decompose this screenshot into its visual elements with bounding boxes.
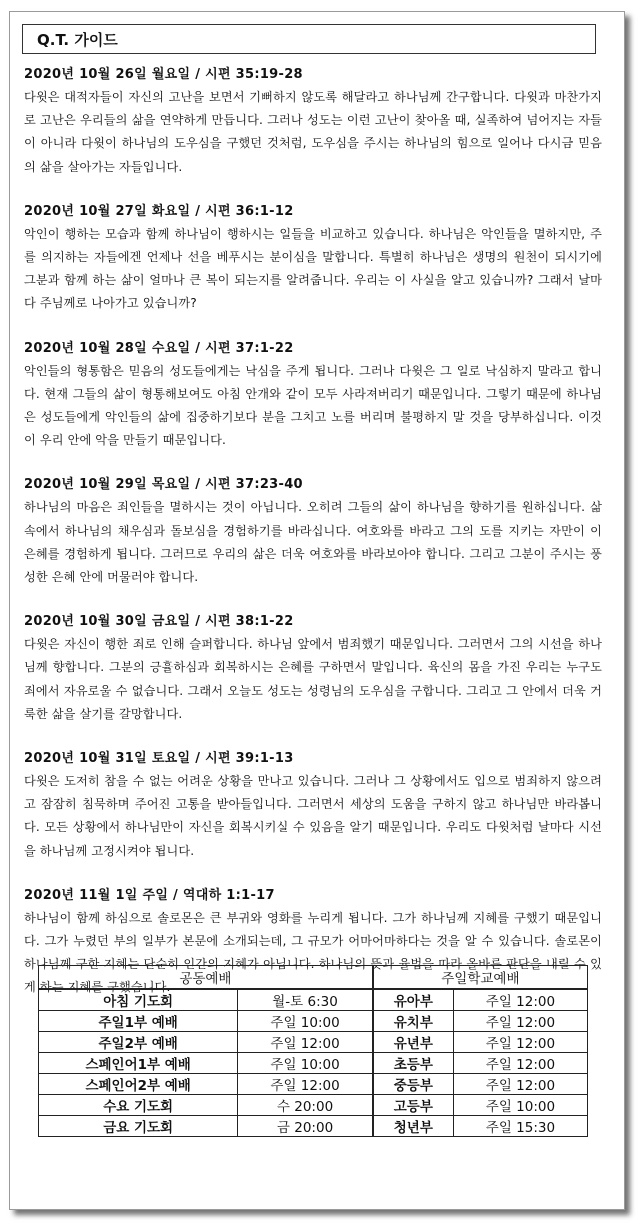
qt-entry — [24, 474, 602, 589]
service-name: 수요 기도회 — [39, 1095, 238, 1116]
dept-time: 주일 12:00 — [453, 1032, 587, 1053]
qt-entry-heading: 2020년 10월 30일 금요일 / 시편 38:1-22 — [24, 614, 294, 630]
qt-entry — [24, 611, 602, 726]
schedule-row — [39, 989, 588, 1011]
schedule-row — [39, 1053, 588, 1074]
service-time: 금 20:00 — [238, 1116, 373, 1137]
dept-time: 주일 12:00 — [453, 1074, 587, 1095]
service-time: 주일 10:00 — [238, 1053, 373, 1074]
service-name: 아침 기도회 — [39, 989, 238, 1011]
qt-entry-heading: 2020년 10월 27일 화요일 / 시편 36:1-12 — [24, 203, 294, 219]
schedule-row — [39, 1095, 588, 1116]
dept-name: 중등부 — [373, 1074, 454, 1095]
service-name: 주일2부 예배 — [39, 1032, 238, 1053]
qt-entry-text: 다윗은 도저히 참을 수 없는 어려운 상황을 만나고 있습니다. 그러나 그 상황에서도 입으로 범죄하지 않으려고 잠잠히 침묵하며 주어진 고통을 받아들입니다. 그러면서 세상의 도움을 구하지 않고 하나님만 바라봅니다. 모든 상황에서 하나님만이 자신을 회복시키실 수 있음을 알기 때문입니다. 우리도 다윗처럼 날마다 시선을 하나님께 고정시켜야 됩니다. — [24, 774, 602, 858]
dept-time: 주일 10:00 — [453, 1095, 587, 1116]
schedule-body — [39, 989, 588, 1137]
dept-name: 초등부 — [373, 1053, 454, 1074]
qt-entry — [24, 64, 602, 179]
qt-entry — [24, 748, 602, 863]
schedule-row — [39, 1074, 588, 1095]
dept-name: 유치부 — [373, 1011, 454, 1032]
qt-entry-text: 악인이 행하는 모습과 함께 하나님이 행하시는 일들을 비교하고 있습니다. 하나님은 악인들을 멸하지만, 주를 의지하는 자들에겐 언제나 선을 베푸시는 분이심을 말합니다. 특별히 하나님은 생명의 원천이 되시기에 그분과 함께 하는 삶이 얼마나 큰 복이 되는지를 알려줍니다. 우리는 이 사실을 알고 있습니까? 그래서 날마다 주님께로 나아가고 있습니까? — [24, 226, 602, 311]
qt-entry-text: 악인들의 형통함은 믿음의 성도들에게는 낙심을 주게 됩니다. 그러나 다윗은 그 일로 낙심하지 말라고 합니다. 현재 그들의 삶이 형통해보여도 아침 안개와 같이 모두 사라져버리기 때문입니다. 그렇기 때문에 하나님은 성도들에게 악인들의 삶에 집중하기보다 분을 그치고 노를 버리며 불평하지 말 것을 당부하십니다. 이것이 우리 안에 악을 만들기 때문입니다. — [24, 363, 602, 448]
qt-entry-text: 하나님이 함께 하심으로 솔로몬은 큰 부귀와 영화를 누리게 됩니다. 그가 하나님께 지혜를 구했기 때문입니다. 그가 누렸던 부의 일부가 본문에 소개되는데, 그 규모가 어마어마하다는 것을 알 수 있습니다. 솔로몬이 하나님께 구한 지혜는 단순히 인간의 지혜가 아닙니다. 하나님의 뜻과 율법을 따라 올바른 판단을 내릴 수 있게 하는 지혜를 구했습니다. — [24, 910, 602, 995]
service-time: 주일 10:00 — [238, 1011, 373, 1032]
qt-entry-heading: 2020년 10월 29일 목요일 / 시편 37:23-40 — [24, 477, 303, 493]
qt-entry-text: 다윗은 자신이 행한 죄로 인해 슬퍼합니다. 하나님 앞에서 범죄했기 때문입니다. 그러면서 그의 시선을 하나님께 향합니다. 그분의 긍휼하심과 회복하시는 은혜를 구하면서 말입니다. 육신의 몸을 가진 우리는 누구도 죄에서 자유로울 수 없습니다. 그래서 오늘도 성도는 성령님의 도우심을 구합니다. 그리고 그 안에서 더욱 거룩한 삶을 살기를 갈망합니다. — [24, 637, 602, 721]
service-name: 주일1부 예배 — [39, 1011, 238, 1032]
worship-schedule-table — [38, 965, 588, 1137]
schedule-row — [39, 1116, 588, 1137]
dept-name: 유년부 — [373, 1032, 454, 1053]
dept-name: 청년부 — [373, 1116, 454, 1137]
dept-time: 주일 15:30 — [453, 1116, 587, 1137]
dept-name: 고등부 — [373, 1095, 454, 1116]
service-time: 수 20:00 — [238, 1095, 373, 1116]
dept-name: 유아부 — [373, 989, 454, 1011]
schedule-row — [39, 1032, 588, 1053]
service-time: 주일 12:00 — [238, 1032, 373, 1053]
dept-time: 주일 12:00 — [453, 1011, 587, 1032]
qt-entry-text: 다윗은 대적자들이 자신의 고난을 보면서 기뻐하지 않도록 해달라고 하나님께 간구합니다. 다윗과 마찬가지로 고난은 우리들의 삶을 연약하게 만듭니다. 그러나 성도는 이런 고난이 찾아올 때, 실족하여 넘어지는 자들이 아니라 다윗이 하나님의 도우심을 구했던 것처럼, 도우심을 주시는 하나님의 힘으로 일어나 다시금 믿음의 삶을 살아가는 자들입니다. — [24, 90, 602, 174]
schedule-header-sunday-school: 주일학교예배 — [373, 966, 588, 990]
dept-time: 주일 12:00 — [453, 1053, 587, 1074]
qt-entry-heading: 2020년 10월 28일 수요일 / 시편 37:1-22 — [24, 340, 294, 356]
schedule-header-common-worship: 공동예배 — [39, 966, 373, 990]
service-time: 주일 12:00 — [238, 1074, 373, 1095]
qt-entries — [24, 64, 602, 1022]
dept-time: 주일 12:00 — [453, 989, 587, 1011]
qt-entry-heading: 2020년 10월 31일 토요일 / 시편 39:1-13 — [24, 751, 294, 767]
qt-entry-heading: 2020년 11월 1일 주일 / 역대하 1:1-17 — [24, 887, 275, 903]
qt-entry-text: 하나님의 마음은 죄인들을 멸하시는 것이 아닙니다. 오히려 그들의 삶이 하나님을 향하기를 원하십니다. 삶 속에서 하나님의 채우심과 돌보심을 경험하기를 바라십니다. 여호와를 바라고 그의 도를 지키는 자만이 이 은혜를 경험하게 됩니다. 그러므로 우리의 삶은 더욱 여호와를 바라보아야 합니다. 그리고 그분이 주시는 풍성한 은혜 안에 머물러야 합니다. — [24, 500, 602, 585]
qt-entry-heading: 2020년 10월 26일 월요일 / 시편 35:19-28 — [24, 67, 303, 82]
service-name: 금요 기도회 — [39, 1116, 238, 1137]
qt-entry — [24, 338, 602, 453]
service-name: 스페인어2부 예배 — [39, 1074, 238, 1095]
service-name: 스페인어1부 예배 — [39, 1053, 238, 1074]
service-time: 월-토 6:30 — [238, 989, 373, 1011]
schedule-row — [39, 1011, 588, 1032]
qt-entry — [24, 201, 602, 316]
qt-guide-title: Q.T. 가이드 — [22, 24, 596, 54]
